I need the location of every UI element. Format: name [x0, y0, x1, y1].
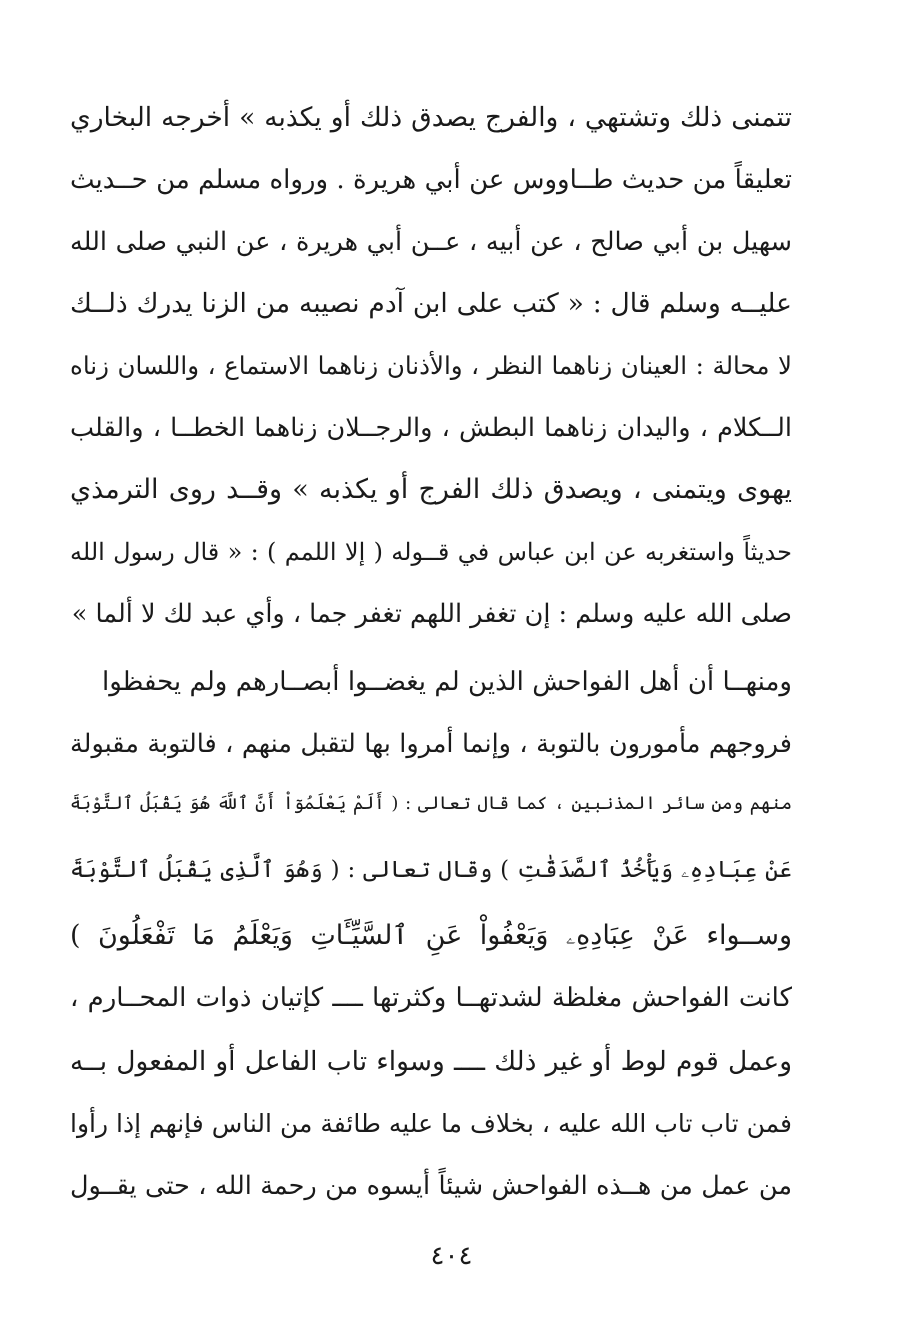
text-line: فروجهم مأمورون بالتوبة ، وإنما أمروا بها لتقبل منهم ، فالتوبة مقبولة	[70, 729, 792, 759]
text-line: تتمنى ذلك وتشتهي ، والفرج يصدق ذلك أو يكذبه » أخرجه البخاري	[70, 102, 792, 133]
text-line: صلى الله عليه وسلم : إن تغفر اللهم تغفر جما ، وأي عبد لك لا ألما »	[71, 599, 792, 629]
text-line: كانت الفواحش مغلظة لشدتهــا وكثرتها ــــ كإتيان ذوات المحــارم ،	[70, 983, 792, 1013]
text-line: ومنهــا أن أهل الفواحش الذين لم يغضــوا أبصــارهم ولم يحفظوا	[102, 667, 792, 697]
page-number: ٤٠٤	[430, 1241, 473, 1271]
text-line: الــكلام ، واليدان زناهما البطش ، والرجــلان زناهما الخطــا ، والقلب	[70, 413, 792, 443]
text-line: عليــه وسلم قال : « كتب على ابن آدم نصيبه من الزنا يدرك ذلــك	[70, 288, 792, 319]
text-line: وعمل قوم لوط أو غير ذلك ــــ وسواء تاب الفاعل أو المفعول بــه	[70, 1046, 792, 1077]
text-line: سهيل بن أبي صالح ، عن أبيه ، عــن أبي هريرة ، عن النبي صلى الله	[70, 227, 792, 257]
text-line: فمن تاب تاب الله عليه ، بخلاف ما عليه طائفة من الناس فإنهم إذا رأوا	[70, 1109, 792, 1138]
text-line-with-quran-verse: عَنْ عِبَادِهِۦ وَيَأْخُذُ ٱلصَّدَقَٰتِ ) وقال تعالى : ( وَهُوَ ٱلَّذِى يَقْبَلُ ٱلتَّوْبَةَ	[70, 857, 792, 883]
text-line: حديثاً واستغربه عن ابن عباس في قــوله ( إلا اللمم ) : « قال رسول الله	[70, 538, 792, 566]
text-line: يهوى ويتمنى ، ويصدق ذلك الفرج أو يكذبه » وقــد روى الترمذي	[70, 474, 792, 505]
text-line: من عمل من هــذه الفواحش شيئاً أيسوه من رحمة الله ، حتى يقــول	[70, 1171, 792, 1201]
text-line: لا محالة : العينان زناهما النظر ، والأذنان زناهما الاستماع ، واللسان زناه	[70, 351, 792, 380]
text-line-with-quran-verse: وســواء عَنْ عِبَادِهِۦ وَيَعْفُواْ عَنِ ٱلسَّيِّـَٔاتِ وَيَعْلَمُ مَا تَفْعَلُونَ )	[70, 920, 792, 951]
text-line: تعليقاً من حديث طــاووس عن أبي هريرة . ورواه مسلم من حــديث	[70, 165, 792, 195]
text-line-with-quran-verse: منهم ومن سائر المذنبين ، كما قال تعالى : ( أَلَمْ يَعْلَمُوٓاْ أَنَّ ٱللَّهَ هُوَ يَقْبَلُ ٱلتَّوْبَةَ	[70, 793, 792, 814]
